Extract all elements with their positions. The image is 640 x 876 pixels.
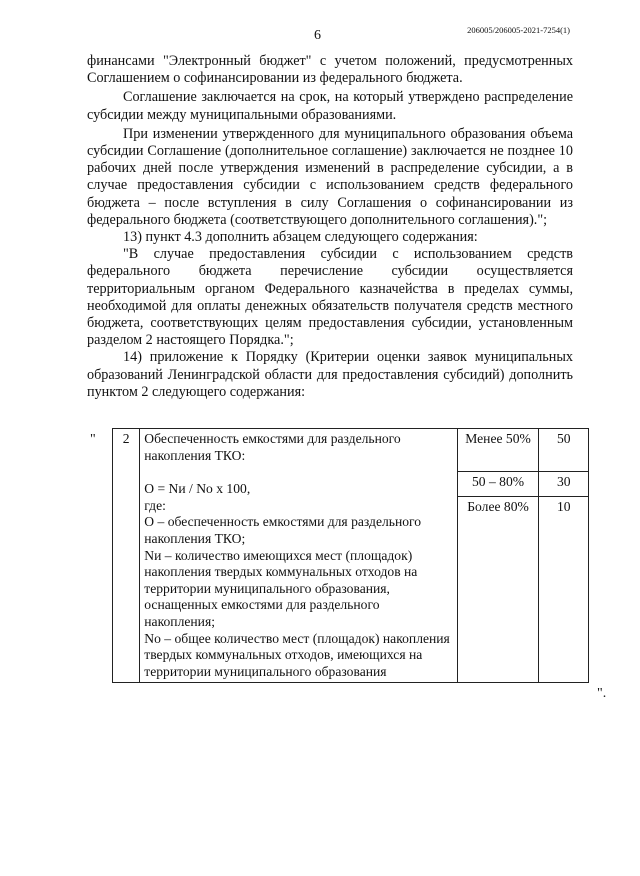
paragraph: 14) приложение к Порядку (Критерии оценки заявок муниципальных образований Ленинградской области для предоставления субсидий) дополнить пунктом 2 следующего содержания: bbox=[87, 349, 573, 400]
paragraph: 13) пункт 4.3 дополнить абзацем следующего содержания: bbox=[123, 229, 478, 246]
page-number: 6 bbox=[314, 28, 321, 43]
document-code: 206005/206005-2021-7254(1) bbox=[467, 25, 570, 35]
score-cell: 30 bbox=[539, 472, 589, 497]
spacer bbox=[144, 464, 452, 481]
criterion-title: Обеспеченность емкостями для раздельного накопления ТКО: bbox=[144, 431, 401, 463]
table-close-quote: ". bbox=[597, 686, 607, 701]
score-cell: 50 bbox=[539, 429, 589, 472]
paragraph: финансами "Электронный бюджет" с учетом положений, предусмотренных Соглашением о софинансировании из федерального бюджета. bbox=[87, 53, 573, 87]
paragraph: Соглашение заключается на срок, на который утверждено распределение субсидии между муниципальными образованиями. bbox=[87, 89, 573, 123]
table-row bbox=[113, 429, 589, 472]
definition-o: О – обеспеченность емкостями для раздельного накопления ТКО; bbox=[144, 514, 422, 546]
paragraph: "В случае предоставления субсидии с использованием средств федерального бюджета перечисление субсидии осуществляется территориальным органом Федерального казначейства в пределах суммы, необходимой для оплаты денежных обязательств получателя средств местного бюджета, соответствующих целям предоставления субсидии, установленным разделом 2 настоящего Порядка."; bbox=[87, 246, 573, 349]
criterion-formula: О = Nи / Nо х 100, bbox=[144, 481, 251, 497]
table-open-quote: " bbox=[90, 432, 96, 447]
paragraph: При изменении утвержденного для муниципального образования объема субсидии Соглашение (дополнительное соглашение) заключается не позднее 10 рабочих дней после утверждения изменений в распределение субсидии, а в случае предоставления субсидии с использованием средств федерального бюджета – после вступления в силу Соглашения о софинансировании из федерального бюджета (соответствующего дополнительного соглашения)."; bbox=[87, 125, 573, 228]
criterion-where: где: bbox=[144, 497, 166, 513]
definition-no: Nо – общее количество мест (площадок) накопления твердых коммунальных отходов, имеющихся на территории муниципального образования bbox=[144, 630, 450, 679]
row-number-cell: 2 bbox=[113, 429, 140, 683]
criterion-description-cell bbox=[140, 429, 457, 683]
document-body bbox=[87, 53, 573, 401]
criteria-table bbox=[112, 428, 589, 683]
score-cell: 10 bbox=[539, 497, 589, 683]
range-cell: Менее 50% bbox=[457, 429, 539, 472]
range-cell: Более 80% bbox=[457, 497, 539, 683]
range-cell: 50 – 80% bbox=[457, 472, 539, 497]
definition-ni: Nи – количество имеющихся мест (площадок) накопления твердых коммунальных отходов на территории муниципального образования, оснащенных емкостями для раздельного накопления; bbox=[144, 547, 418, 629]
